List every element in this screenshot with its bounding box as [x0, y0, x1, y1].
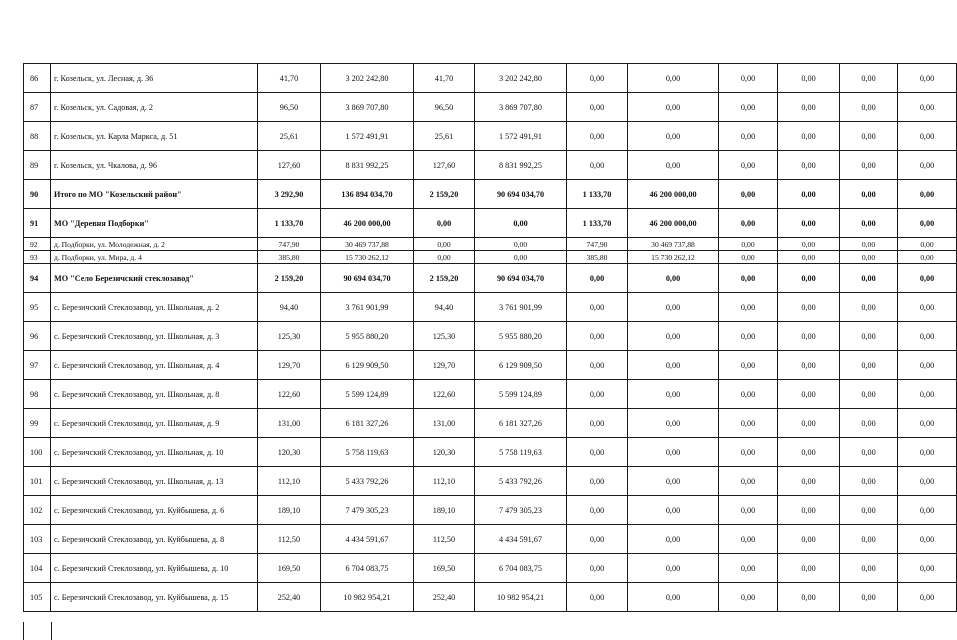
value-cell: 0,00 — [778, 264, 840, 293]
value-cell: 189,10 — [414, 496, 475, 525]
value-cell: 0,00 — [840, 467, 898, 496]
value-cell: 0,00 — [898, 293, 957, 322]
value-cell: 0,00 — [898, 583, 957, 612]
value-cell: 6 129 909,50 — [321, 351, 414, 380]
value-cell: 0,00 — [840, 93, 898, 122]
row-number-cell: 100 — [24, 438, 51, 467]
value-cell: 46 200 000,00 — [628, 209, 719, 238]
value-cell: 112,50 — [258, 525, 321, 554]
value-cell: 7 479 305,23 — [321, 496, 414, 525]
address-cell: г. Козельск, ул. Лесная, д. 36 — [51, 64, 258, 93]
row-number-cell: 101 — [24, 467, 51, 496]
value-cell: 0,00 — [840, 351, 898, 380]
table-row — [24, 351, 957, 380]
value-cell: 4 434 591,67 — [475, 525, 567, 554]
value-cell: 0,00 — [840, 122, 898, 151]
value-cell: 127,60 — [258, 151, 321, 180]
value-cell: 0,00 — [778, 583, 840, 612]
value-cell: 1 572 491,91 — [321, 122, 414, 151]
value-cell: 0,00 — [778, 64, 840, 93]
value-cell: 112,10 — [414, 467, 475, 496]
value-cell: 0,00 — [719, 322, 778, 351]
value-cell: 0,00 — [475, 209, 567, 238]
value-cell: 3 761 901,99 — [321, 293, 414, 322]
value-cell: 0,00 — [840, 322, 898, 351]
address-cell: с. Березичский Стеклозавод, ул. Школьная, д. 10 — [51, 438, 258, 467]
value-cell: 0,00 — [628, 293, 719, 322]
address-cell: с. Березичский Стеклозавод, ул. Куйбышева, д. 6 — [51, 496, 258, 525]
value-cell: 1 572 491,91 — [475, 122, 567, 151]
value-cell: 6 181 327,26 — [475, 409, 567, 438]
value-cell: 0,00 — [567, 380, 628, 409]
value-cell: 1 133,70 — [567, 209, 628, 238]
value-cell: 15 730 262,12 — [321, 251, 414, 264]
value-cell: 0,00 — [567, 151, 628, 180]
value-cell: 0,00 — [628, 64, 719, 93]
value-cell: 0,00 — [719, 583, 778, 612]
value-cell: 7 479 305,23 — [475, 496, 567, 525]
value-cell: 96,50 — [414, 93, 475, 122]
value-cell: 5 955 880,20 — [321, 322, 414, 351]
value-cell: 0,00 — [840, 496, 898, 525]
value-cell: 0,00 — [719, 64, 778, 93]
value-cell: 0,00 — [628, 351, 719, 380]
value-cell: 0,00 — [719, 238, 778, 251]
value-cell: 0,00 — [628, 496, 719, 525]
value-cell: 1 133,70 — [258, 209, 321, 238]
value-cell: 0,00 — [628, 122, 719, 151]
value-cell: 0,00 — [778, 525, 840, 554]
value-cell: 747,90 — [567, 238, 628, 251]
value-cell: 8 831 992,25 — [475, 151, 567, 180]
value-cell: 0,00 — [778, 467, 840, 496]
value-cell: 0,00 — [898, 467, 957, 496]
value-cell: 0,00 — [719, 251, 778, 264]
value-cell: 30 469 737,88 — [628, 238, 719, 251]
value-cell: 0,00 — [840, 525, 898, 554]
table-row — [24, 409, 957, 438]
row-number-cell: 93 — [24, 251, 51, 264]
value-cell: 5 433 792,26 — [321, 467, 414, 496]
value-cell: 0,00 — [840, 151, 898, 180]
address-cell: Итого по МО "Козельский район" — [51, 180, 258, 209]
value-cell: 6 704 083,75 — [321, 554, 414, 583]
value-cell: 0,00 — [628, 264, 719, 293]
value-cell: 15 730 262,12 — [628, 251, 719, 264]
table-row — [24, 554, 957, 583]
value-cell: 5 758 119,63 — [475, 438, 567, 467]
value-cell: 0,00 — [898, 251, 957, 264]
address-cell: д. Подборки, ул. Молодежная, д. 2 — [51, 238, 258, 251]
value-cell: 0,00 — [778, 122, 840, 151]
value-cell: 0,00 — [719, 180, 778, 209]
value-cell: 0,00 — [898, 496, 957, 525]
value-cell: 125,30 — [414, 322, 475, 351]
value-cell: 0,00 — [778, 251, 840, 264]
value-cell: 3 869 707,80 — [475, 93, 567, 122]
value-cell: 0,00 — [567, 264, 628, 293]
value-cell: 0,00 — [840, 180, 898, 209]
value-cell: 1 133,70 — [567, 180, 628, 209]
value-cell: 0,00 — [567, 525, 628, 554]
housing-program-table — [23, 63, 957, 612]
value-cell: 0,00 — [840, 380, 898, 409]
value-cell: 0,00 — [628, 554, 719, 583]
address-cell: с. Березичский Стеклозавод, ул. Куйбышева, д. 15 — [51, 583, 258, 612]
value-cell: 41,70 — [414, 64, 475, 93]
address-cell: с. Березичский Стеклозавод, ул. Школьная, д. 4 — [51, 351, 258, 380]
value-cell: 0,00 — [840, 64, 898, 93]
value-cell: 120,30 — [414, 438, 475, 467]
value-cell: 4 434 591,67 — [321, 525, 414, 554]
value-cell: 0,00 — [414, 209, 475, 238]
table-row — [24, 151, 957, 180]
value-cell: 0,00 — [898, 525, 957, 554]
value-cell: 0,00 — [778, 180, 840, 209]
row-number-cell: 86 — [24, 64, 51, 93]
value-cell: 0,00 — [898, 322, 957, 351]
address-cell: г. Козельск, ул. Садовая, д. 2 — [51, 93, 258, 122]
address-cell: с. Березичский Стеклозавод, ул. Куйбышева, д. 8 — [51, 525, 258, 554]
row-number-cell: 98 — [24, 380, 51, 409]
value-cell: 125,30 — [258, 322, 321, 351]
value-cell: 0,00 — [898, 151, 957, 180]
table-continuation-stub — [23, 622, 52, 640]
value-cell: 0,00 — [567, 438, 628, 467]
value-cell: 25,61 — [414, 122, 475, 151]
value-cell: 747,90 — [258, 238, 321, 251]
value-cell: 0,00 — [778, 322, 840, 351]
value-cell: 127,60 — [414, 151, 475, 180]
value-cell: 0,00 — [898, 554, 957, 583]
row-number-cell: 104 — [24, 554, 51, 583]
table-row — [24, 322, 957, 351]
value-cell: 0,00 — [778, 209, 840, 238]
row-number-cell: 99 — [24, 409, 51, 438]
value-cell: 90 694 034,70 — [475, 264, 567, 293]
value-cell: 385,80 — [567, 251, 628, 264]
value-cell: 5 955 880,20 — [475, 322, 567, 351]
table-row — [24, 251, 957, 264]
table-row — [24, 264, 957, 293]
row-number-cell: 103 — [24, 525, 51, 554]
value-cell: 3 761 901,99 — [475, 293, 567, 322]
row-number-cell: 105 — [24, 583, 51, 612]
value-cell: 0,00 — [628, 151, 719, 180]
value-cell: 94,40 — [258, 293, 321, 322]
value-cell: 10 982 954,21 — [475, 583, 567, 612]
value-cell: 129,70 — [414, 351, 475, 380]
value-cell: 2 159,20 — [414, 264, 475, 293]
value-cell: 2 159,20 — [258, 264, 321, 293]
value-cell: 0,00 — [778, 380, 840, 409]
value-cell: 0,00 — [567, 496, 628, 525]
value-cell: 0,00 — [778, 351, 840, 380]
value-cell: 122,60 — [258, 380, 321, 409]
value-cell: 252,40 — [414, 583, 475, 612]
row-number-cell: 95 — [24, 293, 51, 322]
value-cell: 0,00 — [778, 93, 840, 122]
value-cell: 0,00 — [840, 293, 898, 322]
value-cell: 0,00 — [778, 238, 840, 251]
row-number-cell: 92 — [24, 238, 51, 251]
value-cell: 0,00 — [567, 122, 628, 151]
value-cell: 0,00 — [840, 209, 898, 238]
table-row — [24, 496, 957, 525]
value-cell: 0,00 — [567, 293, 628, 322]
value-cell: 0,00 — [778, 438, 840, 467]
table-row — [24, 93, 957, 122]
value-cell: 0,00 — [567, 351, 628, 380]
value-cell: 385,80 — [258, 251, 321, 264]
row-number-cell: 91 — [24, 209, 51, 238]
table-row — [24, 583, 957, 612]
value-cell: 0,00 — [567, 554, 628, 583]
value-cell: 120,30 — [258, 438, 321, 467]
value-cell: 0,00 — [840, 554, 898, 583]
value-cell: 0,00 — [719, 467, 778, 496]
value-cell: 0,00 — [840, 264, 898, 293]
value-cell: 6 704 083,75 — [475, 554, 567, 583]
value-cell: 169,50 — [414, 554, 475, 583]
value-cell: 0,00 — [898, 64, 957, 93]
value-cell: 0,00 — [628, 438, 719, 467]
address-cell: с. Березичский Стеклозавод, ул. Куйбышева, д. 10 — [51, 554, 258, 583]
value-cell: 0,00 — [778, 409, 840, 438]
row-number-cell: 94 — [24, 264, 51, 293]
value-cell: 169,50 — [258, 554, 321, 583]
row-number-cell: 97 — [24, 351, 51, 380]
value-cell: 41,70 — [258, 64, 321, 93]
value-cell: 90 694 034,70 — [321, 264, 414, 293]
address-cell: г. Козельск, ул. Карла Маркса, д. 51 — [51, 122, 258, 151]
value-cell: 0,00 — [628, 322, 719, 351]
value-cell: 3 202 242,80 — [321, 64, 414, 93]
table-row — [24, 380, 957, 409]
value-cell: 3 292,90 — [258, 180, 321, 209]
value-cell: 0,00 — [719, 380, 778, 409]
row-number-cell: 96 — [24, 322, 51, 351]
value-cell: 0,00 — [778, 293, 840, 322]
value-cell: 2 159,20 — [414, 180, 475, 209]
value-cell: 30 469 737,88 — [321, 238, 414, 251]
value-cell: 0,00 — [719, 496, 778, 525]
value-cell: 0,00 — [840, 438, 898, 467]
row-number-cell: 87 — [24, 93, 51, 122]
value-cell: 0,00 — [414, 251, 475, 264]
value-cell: 0,00 — [898, 264, 957, 293]
value-cell: 3 869 707,80 — [321, 93, 414, 122]
value-cell: 96,50 — [258, 93, 321, 122]
row-number-cell: 90 — [24, 180, 51, 209]
value-cell: 122,60 — [414, 380, 475, 409]
value-cell: 0,00 — [719, 554, 778, 583]
row-number-cell: 102 — [24, 496, 51, 525]
value-cell: 0,00 — [628, 93, 719, 122]
address-cell: с. Березичский Стеклозавод, ул. Школьная, д. 2 — [51, 293, 258, 322]
value-cell: 8 831 992,25 — [321, 151, 414, 180]
value-cell: 0,00 — [840, 238, 898, 251]
value-cell: 0,00 — [778, 151, 840, 180]
value-cell: 0,00 — [840, 251, 898, 264]
value-cell: 0,00 — [719, 293, 778, 322]
table-row — [24, 209, 957, 238]
value-cell: 0,00 — [719, 264, 778, 293]
value-cell: 0,00 — [778, 554, 840, 583]
table-row — [24, 180, 957, 209]
value-cell: 0,00 — [898, 238, 957, 251]
value-cell: 0,00 — [414, 238, 475, 251]
value-cell: 189,10 — [258, 496, 321, 525]
table-row — [24, 238, 957, 251]
value-cell: 0,00 — [567, 583, 628, 612]
value-cell: 5 433 792,26 — [475, 467, 567, 496]
value-cell: 10 982 954,21 — [321, 583, 414, 612]
value-cell: 136 894 034,70 — [321, 180, 414, 209]
value-cell: 0,00 — [475, 251, 567, 264]
address-cell: МО "Село Березичский стеклозавод" — [51, 264, 258, 293]
value-cell: 5 599 124,89 — [321, 380, 414, 409]
address-cell: с. Березичский Стеклозавод, ул. Школьная, д. 13 — [51, 467, 258, 496]
value-cell: 0,00 — [898, 438, 957, 467]
value-cell: 131,00 — [258, 409, 321, 438]
value-cell: 3 202 242,80 — [475, 64, 567, 93]
value-cell: 0,00 — [567, 64, 628, 93]
value-cell: 0,00 — [567, 322, 628, 351]
value-cell: 131,00 — [414, 409, 475, 438]
value-cell: 0,00 — [898, 380, 957, 409]
table-row — [24, 64, 957, 93]
value-cell: 0,00 — [898, 122, 957, 151]
value-cell: 0,00 — [719, 351, 778, 380]
table-row — [24, 467, 957, 496]
value-cell: 46 200 000,00 — [628, 180, 719, 209]
value-cell: 0,00 — [898, 351, 957, 380]
value-cell: 6 181 327,26 — [321, 409, 414, 438]
value-cell: 0,00 — [898, 93, 957, 122]
value-cell: 0,00 — [840, 583, 898, 612]
address-cell: д. Подборки, ул. Мира, д. 4 — [51, 251, 258, 264]
row-number-cell: 88 — [24, 122, 51, 151]
value-cell: 0,00 — [567, 467, 628, 496]
value-cell: 0,00 — [719, 151, 778, 180]
address-cell: с. Березичский Стеклозавод, ул. Школьная, д. 8 — [51, 380, 258, 409]
address-cell: с. Березичский Стеклозавод, ул. Школьная, д. 9 — [51, 409, 258, 438]
table-row — [24, 438, 957, 467]
value-cell: 0,00 — [898, 209, 957, 238]
value-cell: 129,70 — [258, 351, 321, 380]
value-cell: 0,00 — [719, 525, 778, 554]
value-cell: 5 758 119,63 — [321, 438, 414, 467]
address-cell: г. Козельск, ул. Чкалова, д. 96 — [51, 151, 258, 180]
value-cell: 112,50 — [414, 525, 475, 554]
value-cell: 90 694 034,70 — [475, 180, 567, 209]
value-cell: 6 129 909,50 — [475, 351, 567, 380]
value-cell: 94,40 — [414, 293, 475, 322]
value-cell: 0,00 — [840, 409, 898, 438]
value-cell: 0,00 — [628, 525, 719, 554]
value-cell: 0,00 — [898, 180, 957, 209]
value-cell: 0,00 — [719, 122, 778, 151]
value-cell: 46 200 000,00 — [321, 209, 414, 238]
address-cell: с. Березичский Стеклозавод, ул. Школьная, д. 3 — [51, 322, 258, 351]
value-cell: 0,00 — [628, 409, 719, 438]
table-row — [24, 122, 957, 151]
value-cell: 0,00 — [628, 467, 719, 496]
value-cell: 0,00 — [475, 238, 567, 251]
table-row — [24, 293, 957, 322]
value-cell: 112,10 — [258, 467, 321, 496]
value-cell: 0,00 — [778, 496, 840, 525]
value-cell: 0,00 — [719, 409, 778, 438]
table-body — [24, 64, 957, 612]
row-number-cell: 89 — [24, 151, 51, 180]
value-cell: 0,00 — [898, 409, 957, 438]
value-cell: 5 599 124,89 — [475, 380, 567, 409]
address-cell: МО "Деревня Подборки" — [51, 209, 258, 238]
value-cell: 0,00 — [719, 93, 778, 122]
value-cell: 0,00 — [567, 409, 628, 438]
value-cell: 0,00 — [628, 380, 719, 409]
value-cell: 0,00 — [628, 583, 719, 612]
value-cell: 252,40 — [258, 583, 321, 612]
value-cell: 0,00 — [719, 438, 778, 467]
value-cell: 25,61 — [258, 122, 321, 151]
value-cell: 0,00 — [719, 209, 778, 238]
table-row — [24, 525, 957, 554]
value-cell: 0,00 — [567, 93, 628, 122]
